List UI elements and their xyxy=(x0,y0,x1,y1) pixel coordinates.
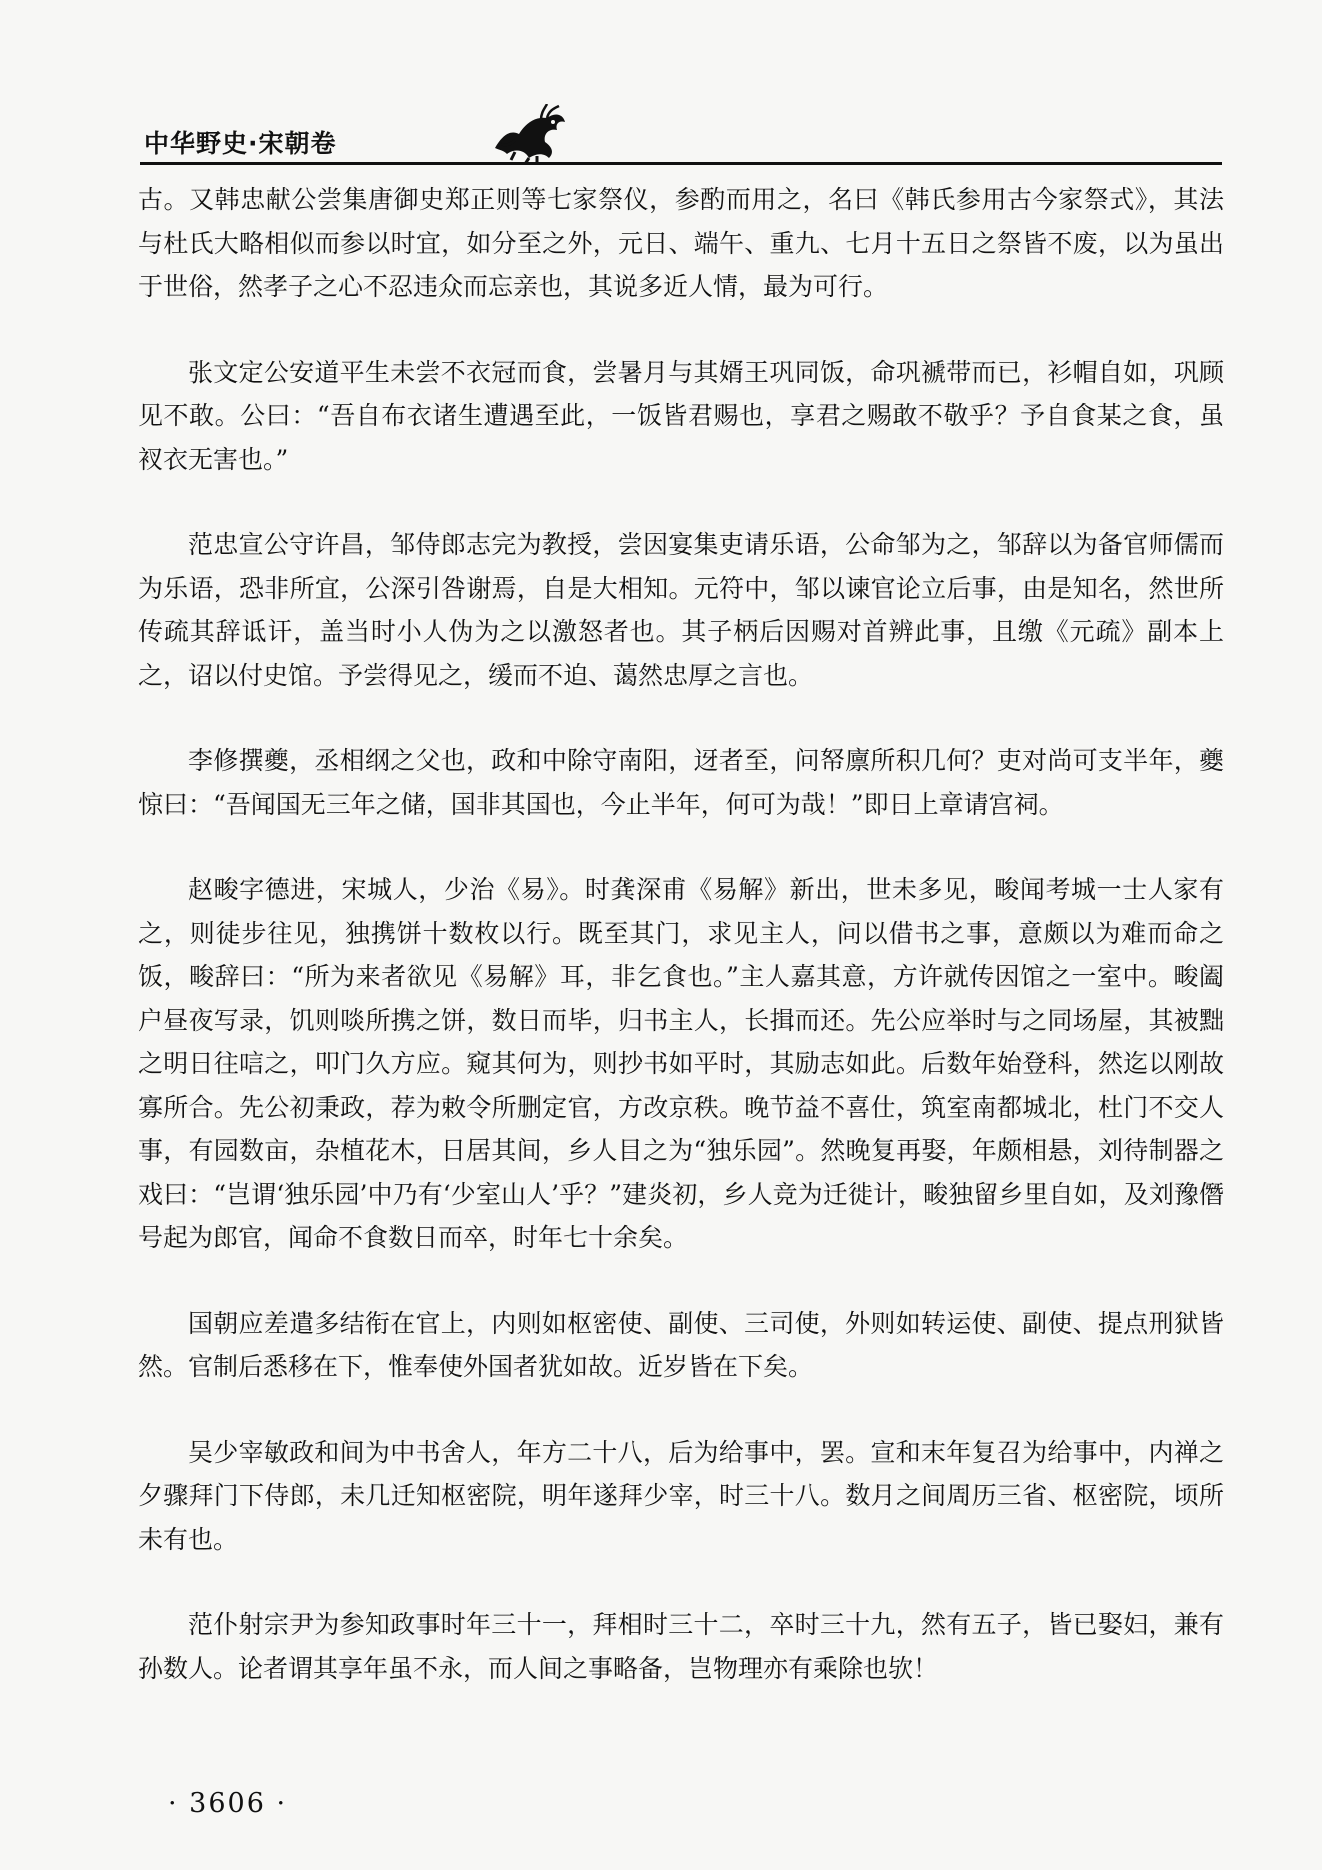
paragraph: 李修撰夔，丞相纲之父也，政和中除守南阳，迓者至，问帑廪所积几何？吏对尚可支半年，夔惊曰：“吾闻国无三年之储，国非其国也，今止半年，何可为哉！”即日上章请宫祠。 xyxy=(138,746,1224,819)
paragraph: 赵畯字德进，宋城人，少治《易》。时龚深甫《易解》新出，世未多见，畯闻考城一士人家有之，则徒步往见，独携饼十数枚以行。既至其门，求见主人，问以借书之事，意颇以为难而命之饭，畯辞曰：“所为来者欲见《易解》耳，非乞食也。”主人嘉其意，方许就传因馆之一室中。畯阖户昼夜写录，饥则啖所携之饼，数日而毕，归书主人，长揖而还。先公应举时与之同场屋，其被黜之明日往唁之，叩门久方应。窥其何为，则抄书如平时，其励志如此。后数年始登科，然迄以刚故寡所合。先公初秉政，荐为敕令所删定官，方改京秩。晚节益不喜仕，筑室南都城北，杜门不交人事，有园数亩，杂植花木，日居其间，乡人目之为“独乐园”。然晚复再娶，年颇相悬，刘待制器之戏曰：“岂谓‘独乐园’中乃有‘少室山人’乎？”建炎初，乡人竞为迁徙计，畯独留乡里自如，及刘豫僭号起为郎官，闻命不食数日而卒，时年七十余矣。 xyxy=(138,875,1224,1252)
main-text xyxy=(138,178,1224,1732)
paragraph: 古。又韩忠献公尝集唐御史郑正则等七家祭仪，参酌而用之，名曰《韩氏参用古今家祭式》，其法与杜氏大略相似而参以时宜，如分至之外，元日、端午、重九、七月十五日之祭皆不废，以为虽出于世俗，然孝子之心不忍违众而忘亲也，其说多近人情，最为可行。 xyxy=(138,185,1224,301)
book-title: 中华野史·宋朝卷 xyxy=(144,129,337,158)
header-divider xyxy=(140,162,1222,165)
dragon-emblem-icon xyxy=(485,104,571,164)
paragraph: 范仆射宗尹为参知政事时年三十一，拜相时三十二，卒时三十九，然有五子，皆已娶妇，兼有孙数人。论者谓其享年虽不永，而人间之事略备，岂物理亦有乘除也欤！ xyxy=(138,1610,1224,1683)
paragraph: 国朝应差遣多结衔在官上，内则如枢密使、副使、三司使，外则如转运使、副使、提点刑狱皆然。官制后悉移在下，惟奉使外国者犹如故。近岁皆在下矣。 xyxy=(138,1308,1224,1381)
page-header xyxy=(140,112,1222,164)
page-number: · 3606 · xyxy=(168,1788,288,1819)
paragraph: 吴少宰敏政和间为中书舍人，年方二十八，后为给事中，罢。宣和末年复召为给事中，内禅之夕骤拜门下侍郎，未几迁知枢密院，明年遂拜少宰，时三十八。数月之间周历三省、枢密院，顷所未有也。 xyxy=(138,1437,1224,1554)
paragraph: 范忠宣公守许昌，邹侍郎志完为教授，尝因宴集吏请乐语，公命邹为之，邹辞以为备官师儒而为乐语，恐非所宜，公深引咎谢焉，自是大相知。元符中，邹以谏官论立后事，由是知名，然世所传疏其辞诋讦，盖当时小人伪为之以激怒者也。其子柄后因赐对首辨此事，且缴《元疏》副本上之，诏以付史馆。予尝得见之，缓而不迫、蔼然忠厚之言也。 xyxy=(138,530,1224,690)
paragraph: 张文定公安道平生未尝不衣冠而食，尝暑月与其婿王巩同饭，命巩褫带而已，衫帽自如，巩顾见不敢。公曰：“吾自布衣诸生遭遇至此，一饭皆君赐也，享君之赐敢不敬乎？予自食某之食，虽衩衣无害也。” xyxy=(138,357,1224,474)
